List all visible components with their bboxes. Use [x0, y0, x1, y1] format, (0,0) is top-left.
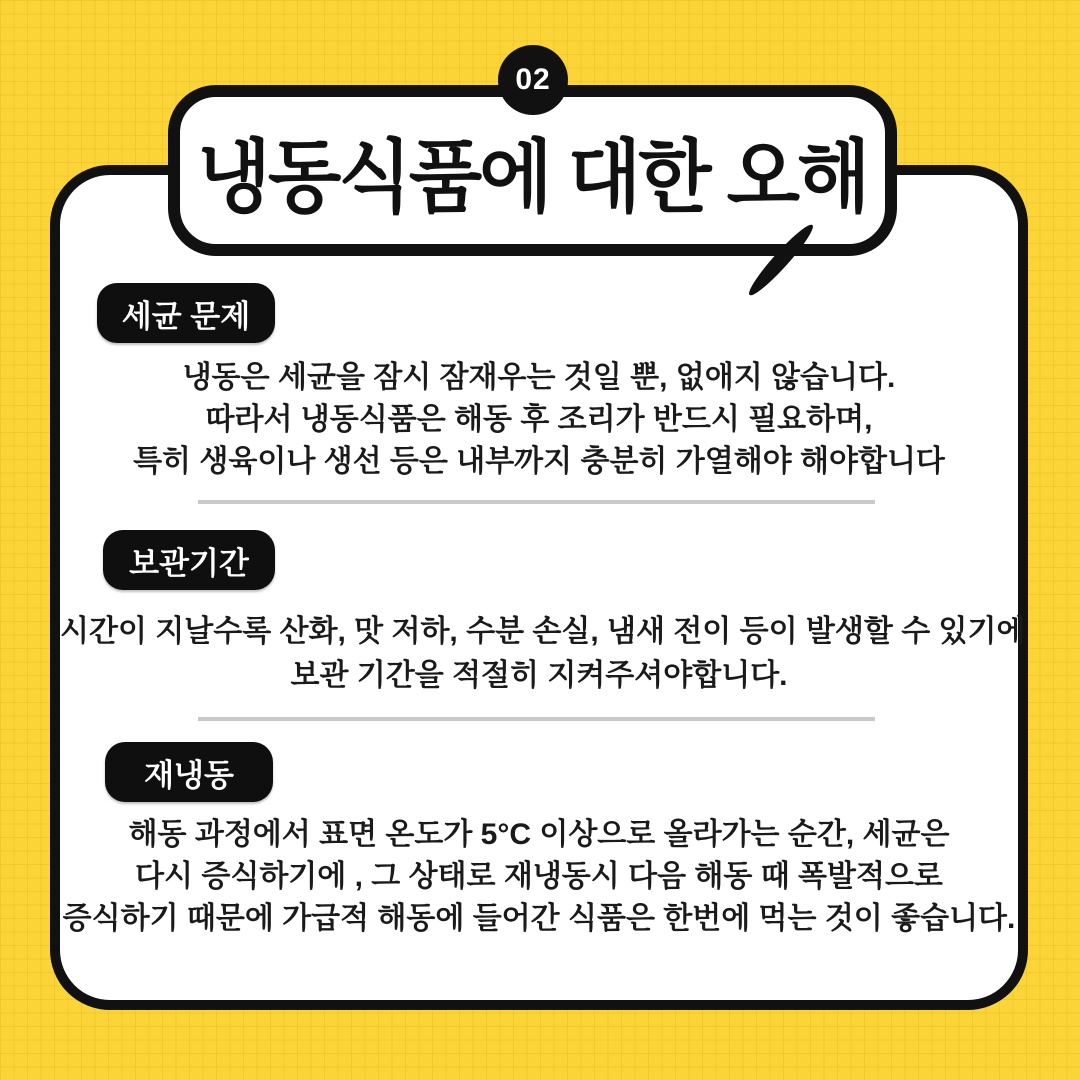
- section-divider: [198, 717, 875, 721]
- page-number: 02: [515, 63, 551, 96]
- section-label-text: 재냉동: [144, 757, 234, 793]
- section-label-text: 세균 문제: [121, 298, 251, 334]
- body-line: 따라서 냉동식품은 해동 후 조리가 반드시 필요하며,: [205, 403, 873, 436]
- body-line: 다시 증식하기에 , 그 상태로 재냉동시 다음 해동 때 폭발적으로: [135, 860, 943, 893]
- body-line: 보관 기간을 적절히 지켜주셔야합니다.: [290, 659, 788, 692]
- section-divider: [198, 500, 875, 504]
- section-label-text: 보관기간: [129, 545, 249, 581]
- pen-stroke-icon: [733, 213, 833, 308]
- body-line: 냉동은 세균을 잠시 잠재우는 것일 뿐, 없애지 않습니다.: [182, 361, 896, 394]
- page-title: 냉동식품에 대한 오해: [197, 133, 868, 223]
- section-label-bacteria: [97, 283, 275, 343]
- section-label-refreezing: [105, 742, 273, 802]
- body-line: 해동 과정에서 표면 온도가 5°C 이상으로 올라가는 순간, 세균은: [128, 818, 950, 851]
- body-line: 증식하기 때문에 가급적 해동에 들어간 식품은 한번에 먹는 것이 좋습니다.: [62, 902, 1016, 935]
- page-number-badge: [498, 45, 568, 115]
- body-line: 시간이 지날수록 산화, 맛 저하, 수분 손실, 냄새 전이 등이 발생할 수 있기에: [60, 615, 1026, 648]
- body-line: 특히 생육이나 생선 등은 내부까지 충분히 가열해야 해야합니다: [133, 445, 945, 478]
- section-label-storage-period: [103, 530, 275, 590]
- section-body-storage-period: [60, 610, 1026, 698]
- section-body-bacteria: [60, 357, 1018, 483]
- section-body-refreezing: [60, 814, 1018, 940]
